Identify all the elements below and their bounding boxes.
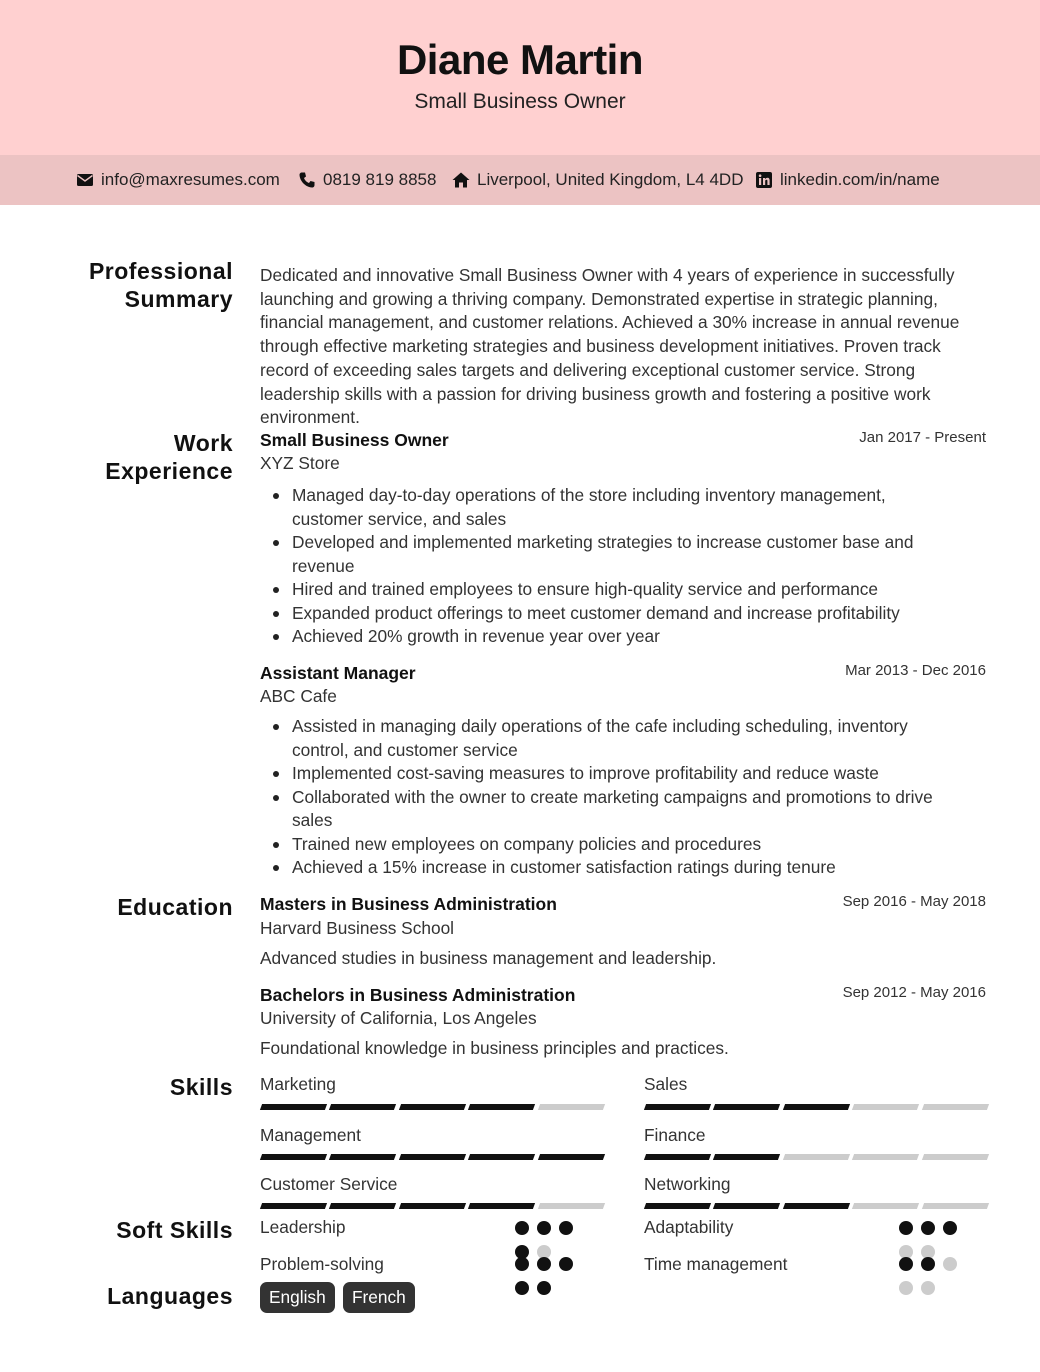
section-title-languages: Languages bbox=[107, 1283, 233, 1309]
job-title: Small Business Owner bbox=[260, 430, 449, 450]
list-item: Achieved 20% growth in revenue year over year bbox=[260, 625, 960, 649]
skill-segment-empty bbox=[783, 1154, 851, 1160]
rating-dot-filled bbox=[515, 1281, 529, 1295]
soft-skill-name: Adaptability bbox=[644, 1217, 734, 1237]
rating-dot-empty bbox=[943, 1257, 957, 1271]
linkedin-text: linkedin.com/in/name bbox=[780, 170, 940, 189]
rating-dot-empty bbox=[921, 1281, 935, 1295]
section-title-skills: Skills bbox=[169, 1074, 233, 1100]
degree-title: Masters in Business Administration bbox=[260, 894, 557, 914]
phone-text: 0819 819 8858 bbox=[323, 170, 437, 189]
job-company: ABC Cafe bbox=[260, 686, 337, 706]
summary-text: Dedicated and innovative Small Business Owner with 4 years of experience in successfully launching and growing a thriving company. Demonstrated expertise in strategic planning, financial management, and customer relations. Achieved a 30% increase in annual revenue through effective marketing strategies and business development initiatives. Proven track record of exceeding sales targets and delivering exceptional customer service. Strong leadership skills with a passion for driving business growth and fostering a positive work environment. bbox=[260, 265, 960, 428]
skill-segment-empty bbox=[852, 1203, 920, 1209]
soft-skill-dots bbox=[899, 1221, 979, 1259]
candidate-role: Small Business Owner bbox=[414, 90, 626, 113]
soft-skill-dots bbox=[899, 1257, 979, 1295]
skill-segment-empty bbox=[922, 1203, 990, 1209]
section-title-work bbox=[105, 429, 233, 485]
education-date: Sep 2016 - May 2018 bbox=[842, 893, 986, 910]
skill-level-bar bbox=[645, 1203, 988, 1209]
school-name: Harvard Business School bbox=[260, 918, 455, 938]
skill-segment-empty bbox=[852, 1104, 920, 1110]
job-date: Mar 2013 - Dec 2016 bbox=[845, 662, 986, 679]
list-item: Developed and implemented marketing strategies to increase customer base and revenue bbox=[260, 531, 960, 578]
rating-dot-filled bbox=[921, 1257, 935, 1271]
email-text: info@maxresumes.com bbox=[101, 170, 280, 189]
skill-segment-filled bbox=[260, 1154, 328, 1160]
candidate-name: Diane Martin bbox=[396, 36, 644, 83]
contact-phone[interactable] bbox=[298, 155, 436, 205]
skill-level-bar bbox=[261, 1203, 604, 1209]
skill-segment-empty bbox=[538, 1203, 606, 1209]
contact-address bbox=[452, 155, 743, 205]
skill-segment-empty bbox=[538, 1104, 606, 1110]
section-title-line: Work bbox=[173, 430, 233, 456]
list-item: Managed day-to-day operations of the store including inventory management, customer service, and sales bbox=[260, 484, 960, 531]
job-title: Assistant Manager bbox=[260, 663, 416, 683]
skill-level-bar bbox=[261, 1154, 604, 1160]
rating-dot-filled bbox=[559, 1221, 573, 1235]
skill-segment-filled bbox=[644, 1154, 712, 1160]
section-title-line: Professional bbox=[88, 258, 233, 284]
skill-segment-filled bbox=[399, 1104, 467, 1110]
skill-segment-filled bbox=[538, 1154, 606, 1160]
header-banner bbox=[0, 0, 1040, 155]
rating-dot-filled bbox=[559, 1257, 573, 1271]
rating-dot-filled bbox=[537, 1221, 551, 1235]
skill-segment-filled bbox=[329, 1154, 397, 1160]
contact-bar bbox=[0, 155, 1040, 205]
soft-skill-name: Leadership bbox=[260, 1217, 346, 1237]
skill-segment-filled bbox=[329, 1203, 397, 1209]
rating-dot-empty bbox=[899, 1281, 913, 1295]
skill-name: Sales bbox=[644, 1074, 688, 1094]
rating-dot-filled bbox=[537, 1281, 551, 1295]
list-item: Expanded product offerings to meet customer demand and increase profitability bbox=[260, 602, 960, 626]
education-description: Advanced studies in business management and leadership. bbox=[260, 948, 717, 968]
rating-dot-filled bbox=[537, 1257, 551, 1271]
skill-segment-filled bbox=[713, 1104, 781, 1110]
skill-level-bar bbox=[645, 1154, 988, 1160]
soft-skill-dots bbox=[515, 1257, 595, 1295]
skill-segment-filled bbox=[468, 1203, 536, 1209]
skill-segment-filled bbox=[468, 1154, 536, 1160]
skill-segment-filled bbox=[329, 1104, 397, 1110]
section-title-line: Experience bbox=[105, 458, 233, 484]
skill-name: Marketing bbox=[260, 1074, 336, 1094]
section-title-soft-skills: Soft Skills bbox=[116, 1217, 233, 1243]
soft-skill-name: Time management bbox=[644, 1254, 788, 1274]
skill-name: Finance bbox=[644, 1125, 706, 1145]
language-badge: French bbox=[343, 1282, 415, 1313]
skill-segment-filled bbox=[399, 1154, 467, 1160]
section-title-line: Summary bbox=[124, 286, 233, 312]
contact-email[interactable] bbox=[76, 155, 280, 205]
home-icon bbox=[452, 171, 470, 189]
skill-segment-empty bbox=[852, 1154, 920, 1160]
list-item: Hired and trained employees to ensure high-quality service and performance bbox=[260, 578, 960, 602]
soft-skill-dots bbox=[515, 1221, 595, 1259]
contact-linkedin[interactable] bbox=[755, 155, 940, 205]
rating-dot-filled bbox=[515, 1257, 529, 1271]
job-bullets bbox=[260, 715, 960, 880]
job-company: XYZ Store bbox=[260, 453, 340, 473]
skill-segment-filled bbox=[783, 1104, 851, 1110]
skill-segment-filled bbox=[260, 1203, 328, 1209]
list-item: Implemented cost-saving measures to improve profitability and reduce waste bbox=[260, 762, 960, 786]
linkedin-icon bbox=[755, 171, 773, 189]
skill-segment-empty bbox=[922, 1104, 990, 1110]
soft-skill-name: Problem-solving bbox=[260, 1254, 384, 1274]
phone-icon bbox=[298, 171, 316, 189]
rating-dot-filled bbox=[943, 1221, 957, 1235]
skill-name: Management bbox=[260, 1125, 361, 1145]
skill-segment-filled bbox=[468, 1104, 536, 1110]
list-item: Assisted in managing daily operations of the cafe including scheduling, inventory control, and customer service bbox=[260, 715, 960, 762]
school-name: University of California, Los Angeles bbox=[260, 1008, 537, 1028]
skill-level-bar bbox=[261, 1104, 604, 1110]
rating-dot-filled bbox=[921, 1221, 935, 1235]
skill-segment-empty bbox=[922, 1154, 990, 1160]
skill-segment-filled bbox=[644, 1203, 712, 1209]
job-date: Jan 2017 - Present bbox=[859, 429, 986, 446]
rating-dot-filled bbox=[899, 1257, 913, 1271]
education-description: Foundational knowledge in business principles and practices. bbox=[260, 1038, 729, 1058]
skill-level-bar bbox=[645, 1104, 988, 1110]
list-item: Collaborated with the owner to create marketing campaigns and promotions to drive sales bbox=[260, 786, 960, 833]
degree-title: Bachelors in Business Administration bbox=[260, 985, 576, 1005]
skill-segment-filled bbox=[713, 1154, 781, 1160]
skill-segment-filled bbox=[644, 1104, 712, 1110]
skill-segment-filled bbox=[399, 1203, 467, 1209]
skill-segment-filled bbox=[713, 1203, 781, 1209]
section-title-education: Education bbox=[117, 894, 233, 920]
skill-name: Networking bbox=[644, 1174, 731, 1194]
envelope-icon bbox=[76, 171, 94, 189]
address-text: Liverpool, United Kingdom, L4 4DD bbox=[477, 170, 744, 189]
list-item: Trained new employees on company policies and procedures bbox=[260, 833, 960, 857]
education-date: Sep 2012 - May 2016 bbox=[842, 984, 986, 1001]
language-badge: English bbox=[260, 1282, 335, 1313]
job-bullets bbox=[260, 484, 960, 649]
skill-segment-filled bbox=[260, 1104, 328, 1110]
list-item: Achieved a 15% increase in customer satisfaction ratings during tenure bbox=[260, 856, 960, 880]
skill-name: Customer Service bbox=[260, 1174, 398, 1194]
section-title-summary bbox=[89, 257, 233, 313]
rating-dot-filled bbox=[899, 1221, 913, 1235]
skill-segment-filled bbox=[783, 1203, 851, 1209]
rating-dot-filled bbox=[515, 1221, 529, 1235]
